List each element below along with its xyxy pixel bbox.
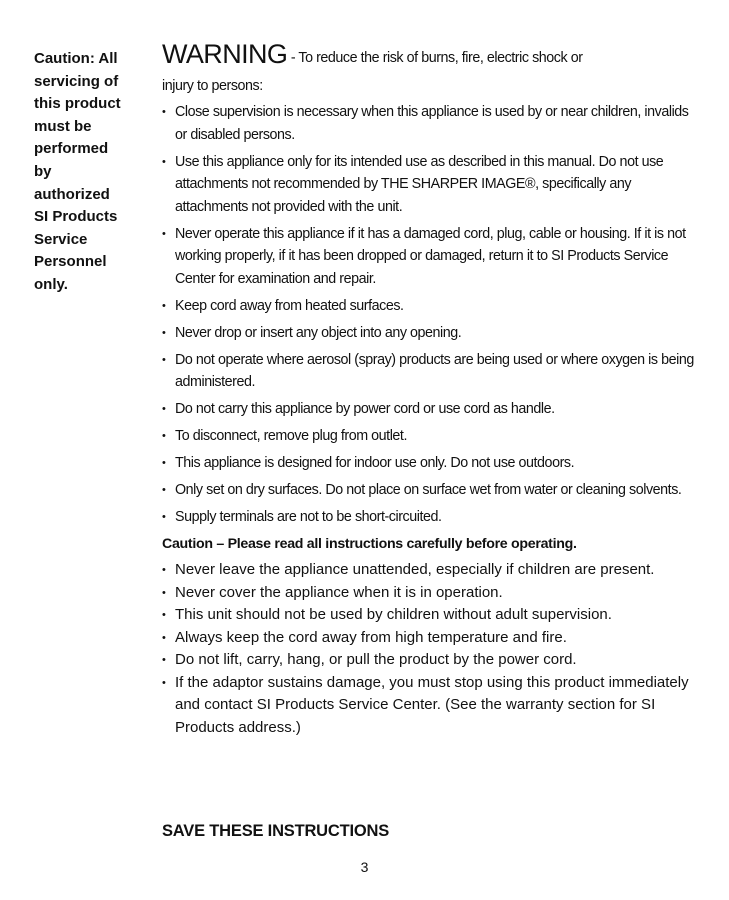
list-item-text: Never cover the appliance when it is in operation. — [175, 583, 503, 601]
list-item — [162, 559, 702, 582]
bullet-icon: • — [162, 511, 166, 523]
main-content — [162, 39, 702, 739]
list-item-text: Always keep the cord away from high temperature and fire. — [175, 628, 567, 646]
list-item-text: Do not lift, carry, hang, or pull the product by the power cord. — [175, 651, 577, 668]
list-item — [162, 101, 702, 146]
servicing-caution-note — [34, 48, 152, 297]
bullet-icon: • — [162, 676, 166, 689]
list-item — [162, 349, 702, 394]
sidenote-line: authorized — [34, 185, 110, 203]
list-item-text: Supply terminals are not to be short-circuited. — [175, 509, 442, 525]
list-item-text: Never leave the appliance unattended, especially if children are present. — [175, 561, 655, 578]
bullet-icon: • — [162, 564, 166, 576]
list-item — [162, 506, 702, 529]
list-item-text: Never drop or insert any object into any opening. — [175, 324, 462, 341]
warning-intro-text: - To reduce the risk of burns, fire, electric shock or — [287, 50, 583, 66]
list-item-text: Keep cord away from heated surfaces. — [175, 297, 404, 314]
sidenote-line: servicing of — [34, 72, 119, 90]
warning-heading: WARNING — [162, 39, 288, 69]
sidenote-line: Personnel — [34, 253, 107, 271]
list-item — [162, 398, 702, 421]
list-item — [162, 322, 702, 345]
bullet-icon: • — [162, 457, 166, 469]
bullet-icon: • — [162, 484, 166, 496]
list-item-text: This appliance is designed for indoor use only. Do not use outdoors. — [175, 455, 575, 471]
list-item-text: This unit should not be used by children without adult supervision. — [175, 606, 612, 623]
sidenote-line: performed — [34, 140, 109, 158]
warning-intro-end: injury to persons: — [162, 78, 263, 94]
list-item-text: Do not carry this appliance by power cord or use cord as handle. — [175, 401, 555, 417]
page-number: 3 — [360, 859, 369, 875]
bullet-icon: • — [162, 106, 166, 118]
list-item-text: Never operate this appliance if it has a damaged cord, plug, cable or housing. If it is not working properly, if it has been dropped or damaged, return it to SI Products Service Center for examination and repair. — [175, 225, 686, 287]
list-item-text: Only set on dry surfaces. Do not place on surface wet from water or cleaning solvents. — [175, 482, 682, 498]
list-item — [162, 479, 702, 502]
sidenote-line: this product — [34, 95, 121, 113]
list-item — [162, 151, 702, 219]
warning-list — [162, 101, 702, 529]
bullet-icon: • — [162, 326, 166, 339]
list-item-text: Close supervision is necessary when this appliance is used by or near children, invalids or disabled persons. — [175, 104, 689, 143]
caution-list — [162, 559, 702, 739]
list-item-text: To disconnect, remove plug from outlet. — [175, 428, 407, 444]
bullet-icon: • — [162, 403, 166, 415]
list-item — [162, 582, 702, 605]
sidenote-line: must be — [34, 117, 92, 135]
list-item — [162, 627, 702, 650]
list-item — [162, 425, 702, 448]
bullet-icon: • — [162, 609, 166, 621]
sidenote-line: Caution: All — [34, 50, 118, 67]
bullet-icon: • — [162, 430, 166, 442]
bullet-icon: • — [162, 631, 166, 644]
bullet-icon: • — [162, 299, 166, 312]
list-item — [162, 649, 702, 672]
list-item-text: If the adaptor sustains damage, you must stop using this product immediately and contact SI Products Service Center. (See the warranty section for SI Products address.) — [175, 673, 689, 736]
sidenote-line: SI Products — [34, 208, 118, 226]
bullet-icon: • — [162, 586, 166, 599]
list-item-text: Use this appliance only for its intended use as described in this manual. Do not use attachments not recommended by THE SHARPER IMAGE®, specifically any attachments not provided with the unit. — [175, 153, 664, 215]
list-item — [162, 452, 702, 475]
bullet-icon: • — [162, 227, 166, 240]
list-item — [162, 604, 702, 627]
bullet-icon: • — [162, 654, 166, 666]
bullet-icon: • — [162, 353, 166, 366]
caution-heading: Caution – Please read all instructions carefully before operating. — [162, 536, 577, 552]
list-item — [162, 295, 702, 318]
sidenote-line: by — [34, 162, 52, 180]
sidenote-line: Service — [34, 230, 88, 248]
save-instructions-heading: SAVE THESE INSTRUCTIONS — [162, 822, 390, 840]
sidenote-line: only. — [34, 275, 68, 293]
warning-intro — [162, 39, 702, 97]
list-item — [162, 223, 702, 291]
list-item — [162, 672, 702, 740]
bullet-icon: • — [162, 155, 166, 168]
list-item-text: Do not operate where aerosol (spray) products are being used or where oxygen is being administered. — [175, 351, 694, 390]
